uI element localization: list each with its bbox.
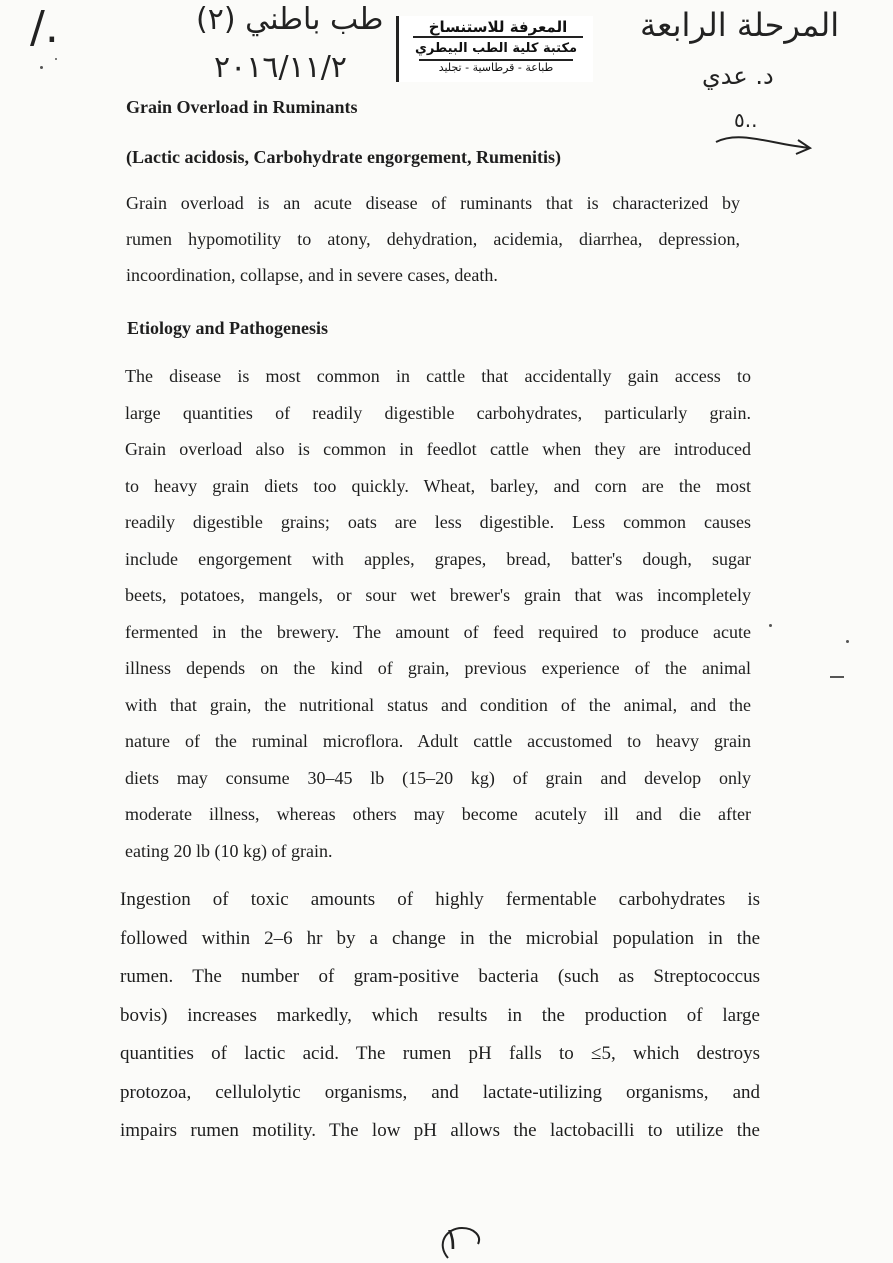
stamp-line-2: مكتبة كلية الطب البيطري [414,41,578,56]
text-line: bovis) increases markedly, which results in the production of large [120,1004,760,1026]
page-number: ١ [444,1222,461,1257]
text-line: followed within 2–6 hr by a change in the microbial population in the [120,927,760,949]
text-line: readily digestible grains; oats are less digestible. Less common causes [125,512,751,532]
text-line: incoordination, collapse, and in severe cases, death. [126,265,498,285]
document-subtitle: (Lactic acidosis, Carbohydrate engorgement, Rumenitis) [126,147,561,167]
text-line: with that grain, the nutritional status and condition of the animal, and the [125,694,751,715]
text-line: large quantities of readily digestible carbohydrates, particularly grain. [125,402,751,423]
scan-speck [830,676,844,678]
text-line: eating 20 lb (10 kg) of grain. [125,840,333,861]
text-line: Grain overload is an acute disease of ruminants that is characterized by [126,193,740,213]
handwritten-arrow [710,120,820,160]
etiology-paragraph [125,366,751,877]
text-line: impairs rumen motility. The low pH allows the lactobacilli to utilize the [120,1120,760,1141]
document-title: Grain Overload in Ruminants [126,97,358,117]
text-line: rumen hypomotility to atony, dehydration, acidemia, diarrhea, depression, [126,229,740,249]
text-line: The disease is most common in cattle that accidentally gain access to [125,366,751,386]
text-line: fermented in the brewery. The amount of feed required to produce acute [125,621,751,642]
text-line: Ingestion of toxic amounts of highly fermentable carbohydrates is [120,889,760,910]
section-heading: Etiology and Pathogenesis [127,318,329,338]
page-number-circle [434,1222,484,1262]
text-line: beets, potatoes, mangels, or sour wet brewer's grain that was incompletely [125,585,751,605]
text-line: protozoa, cellulolytic organisms, and lactate-utilizing organisms, and [120,1081,760,1103]
intro-paragraph [126,193,740,301]
scan-speck [846,640,849,643]
handwritten-slash-mark: /. [30,2,59,53]
handwritten-teacher: د. عدي [702,62,774,90]
text-line: nature of the ruminal microflora. Adult cattle accustomed to heavy grain [125,731,751,751]
text-line: include engorgement with apples, grapes, bread, batter's dough, sugar [125,548,751,569]
library-stamp [396,16,593,82]
scan-speck [55,58,57,60]
stamp-line-3: طباعة - قرطاسية - تجليد [419,59,573,74]
text-line: moderate illness, whereas others may become acutely ill and die after [125,804,751,824]
handwritten-note: ٥.. [734,108,758,132]
pathogenesis-paragraph [120,889,760,1159]
text-line: diets may consume 30–45 lb (15–20 kg) of grain and develop only [125,767,751,788]
stamp-line-1: المعرفة للاستنساخ [413,18,583,38]
text-line: Grain overload also is common in feedlot cattle when they are introduced [125,439,751,459]
handwritten-date: ٢٠١٦/١١/٢ [214,50,348,85]
scan-speck [40,66,43,69]
text-line: rumen. The number of gram-positive bacteria (such as Streptococcus [120,966,760,987]
handwritten-stage: المرحلة الرابعة [640,6,840,44]
handwritten-subject: طب باطني (٢) [196,2,384,37]
text-line: quantities of lactic acid. The rumen pH falls to ≤5, which destroys [120,1043,760,1064]
text-line: to heavy grain diets too quickly. Wheat, barley, and corn are the most [125,475,751,496]
scan-speck [769,624,772,627]
text-line: illness depends on the kind of grain, previous experience of the animal [125,658,751,678]
